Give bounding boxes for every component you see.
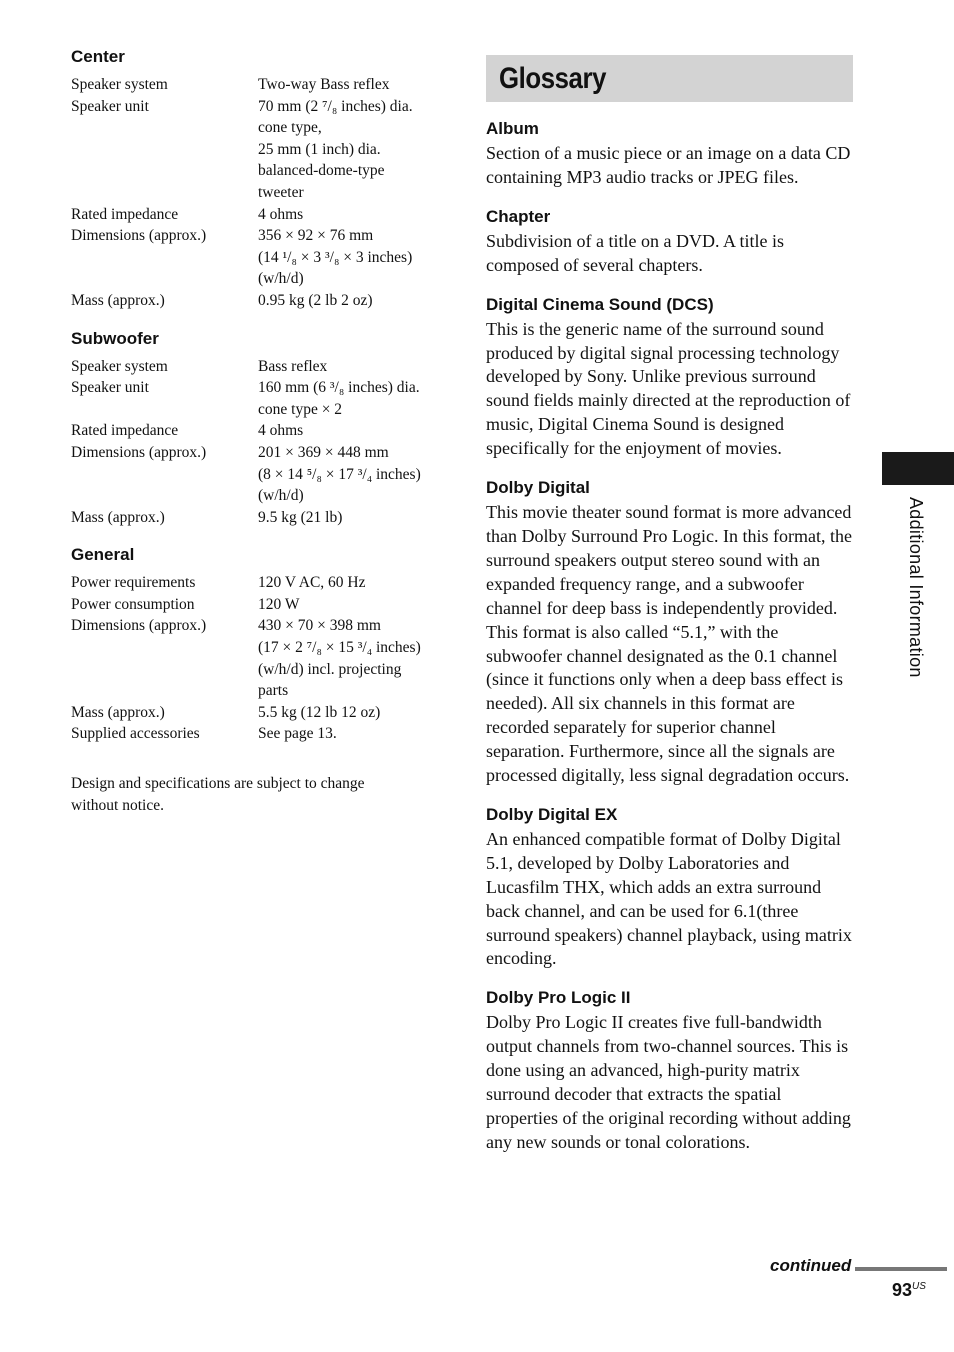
spec-value: 430 × 70 × 398 mm (17 × 2 ⁷/₈ × 15 ³/₄ inches) (w/h/d) incl. projecting parts <box>258 617 421 700</box>
spec-section-general <box>71 544 451 745</box>
spec-label: Rated impedance <box>71 422 179 440</box>
glossary-title: Glossary <box>499 61 607 95</box>
glossary-definition: An enhanced compatible format of Dolby Digital 5.1, developed by Dolby Laboratories and Lucasfilm THX, which adds an extra surround back channel, and can be used for 6.1(three surround speakers) channel playback, using matrix encoding. <box>486 828 852 969</box>
spec-value: 120 W <box>258 595 300 613</box>
spec-row <box>71 377 451 420</box>
spec-section-subwoofer <box>71 328 451 529</box>
spec-value: Two-way Bass reflex <box>258 76 390 93</box>
spec-table <box>71 572 451 745</box>
spec-disclaimer: Design and specifications are subject to change without notice. <box>71 775 365 814</box>
spec-value: 4 ohms <box>258 422 304 440</box>
section-tab-label: Additional Information <box>906 497 926 678</box>
spec-row <box>71 702 451 724</box>
spec-label: Speaker unit <box>71 97 149 115</box>
spec-row <box>71 594 451 616</box>
glossary-banner <box>486 55 853 102</box>
spec-value: Bass reflex <box>258 357 328 375</box>
section-tab-marker <box>882 452 954 485</box>
spec-section-center <box>71 46 451 312</box>
glossary-term: Chapter <box>486 206 551 226</box>
spec-label: Dimensions (approx.) <box>71 227 207 245</box>
page-number-value: 93 <box>892 1280 913 1300</box>
continued-text: continued <box>770 1256 852 1275</box>
glossary-definition: Dolby Pro Logic II creates five full-bandwidth output channels from two-channel sources. This is done using an advanced, high-purity matrix surround decoder that extracts the spatial properties of the original recording without adding any new sounds or tonal colorations. <box>486 1012 851 1152</box>
spec-row <box>71 225 451 290</box>
spec-row <box>71 96 451 204</box>
spec-label: Power consumption <box>71 595 195 613</box>
glossary-definition: This movie theater sound format is more advanced than Dolby Surround Pro Logic. In this format, the surround speakers output stereo sound with an expanded frequency range, and a subwoofer channel for deep bass is independently provided. This format is also called “5.1,” with the subwoofer channel designated as the 0.1 channel (since it functions only when a deep bass effect is needed). All six channels in this format are recorded separately for superior channel separation. Furthermore, since all the signals are processed digitally, less signal degradation occurs. <box>486 502 852 786</box>
glossary-entry <box>486 987 854 1154</box>
section-heading: General <box>71 545 135 565</box>
spec-value: See page 13. <box>258 725 337 743</box>
continued-indicator <box>770 1256 947 1276</box>
spec-label: Speaker system <box>71 76 168 93</box>
spec-row <box>71 356 451 378</box>
glossary-entry <box>486 118 854 190</box>
spec-row <box>71 442 451 507</box>
glossary-column <box>486 55 854 1155</box>
spec-label: Rated impedance <box>71 205 179 223</box>
spec-label: Dimensions (approx.) <box>71 443 207 461</box>
glossary-entry <box>486 804 854 971</box>
spec-label: Mass (approx.) <box>71 508 165 526</box>
page-number <box>892 1280 926 1301</box>
spec-value: 120 V AC, 60 Hz <box>258 574 366 592</box>
spec-row <box>71 615 451 701</box>
spec-row <box>71 290 451 312</box>
spec-row <box>71 572 451 594</box>
spec-label: Speaker unit <box>71 379 149 397</box>
spec-label: Dimensions (approx.) <box>71 617 207 635</box>
spec-value: 4 ohms <box>258 205 304 223</box>
page-number-suffix: US <box>912 1281 926 1292</box>
spec-value: 70 mm (2 ⁷/₈ inches) dia. cone type, 25 mm (1 inch) dia. balanced-dome-type tweeter <box>258 97 413 201</box>
glossary-term: Digital Cinema Sound (DCS) <box>486 294 714 314</box>
glossary-term: Dolby Pro Logic II <box>486 988 631 1008</box>
spec-label: Speaker system <box>71 357 168 375</box>
continued-rule <box>855 1267 947 1271</box>
spec-value: 201 × 369 × 448 mm (8 × 14 ⁵/₈ × 17 ³/₄ inches) (w/h/d) <box>258 443 421 505</box>
glossary-term: Album <box>486 119 539 138</box>
spec-label: Mass (approx.) <box>71 291 165 309</box>
section-heading: Subwoofer <box>71 328 159 348</box>
spec-value: 5.5 kg (12 lb 12 oz) <box>258 703 381 721</box>
glossary-term: Dolby Digital EX <box>486 804 618 824</box>
spec-value: 0.95 kg (2 lb 2 oz) <box>258 291 373 309</box>
glossary-definition: This is the generic name of the surround sound produced by digital signal processing technology developed by Sony. Unlike previous surround sound fields mainly directed at the reproduction of music, Digital Cinema Sound is designed specifically for the enjoyment of movies. <box>486 318 851 459</box>
spec-table <box>71 356 451 529</box>
spec-row <box>71 507 451 529</box>
specifications-column <box>71 46 451 816</box>
glossary-definition: Section of a music piece or an image on a data CD containing MP3 audio tracks or JPEG files. <box>486 143 851 187</box>
spec-table <box>71 74 451 312</box>
section-heading: Center <box>71 47 125 66</box>
glossary-definition: Subdivision of a title on a DVD. A title is composed of several chapters. <box>486 230 784 275</box>
spec-row <box>71 74 451 96</box>
glossary-term: Dolby Digital <box>486 478 590 498</box>
spec-label: Power requirements <box>71 574 196 592</box>
spec-value: 356 × 92 × 76 mm (14 ¹/₈ × 3 ³/₈ × 3 inches) (w/h/d) <box>258 227 413 288</box>
spec-value: 9.5 kg (21 lb) <box>258 508 343 526</box>
spec-row <box>71 204 451 226</box>
glossary-entry <box>486 294 854 461</box>
glossary-entry <box>486 206 854 278</box>
spec-label: Supplied accessories <box>71 725 200 743</box>
spec-row <box>71 420 451 442</box>
spec-row <box>71 723 451 745</box>
spec-value: 160 mm (6 ³/₈ inches) dia. cone type × 2 <box>258 379 420 418</box>
glossary-entry <box>486 477 854 788</box>
spec-label: Mass (approx.) <box>71 703 165 721</box>
